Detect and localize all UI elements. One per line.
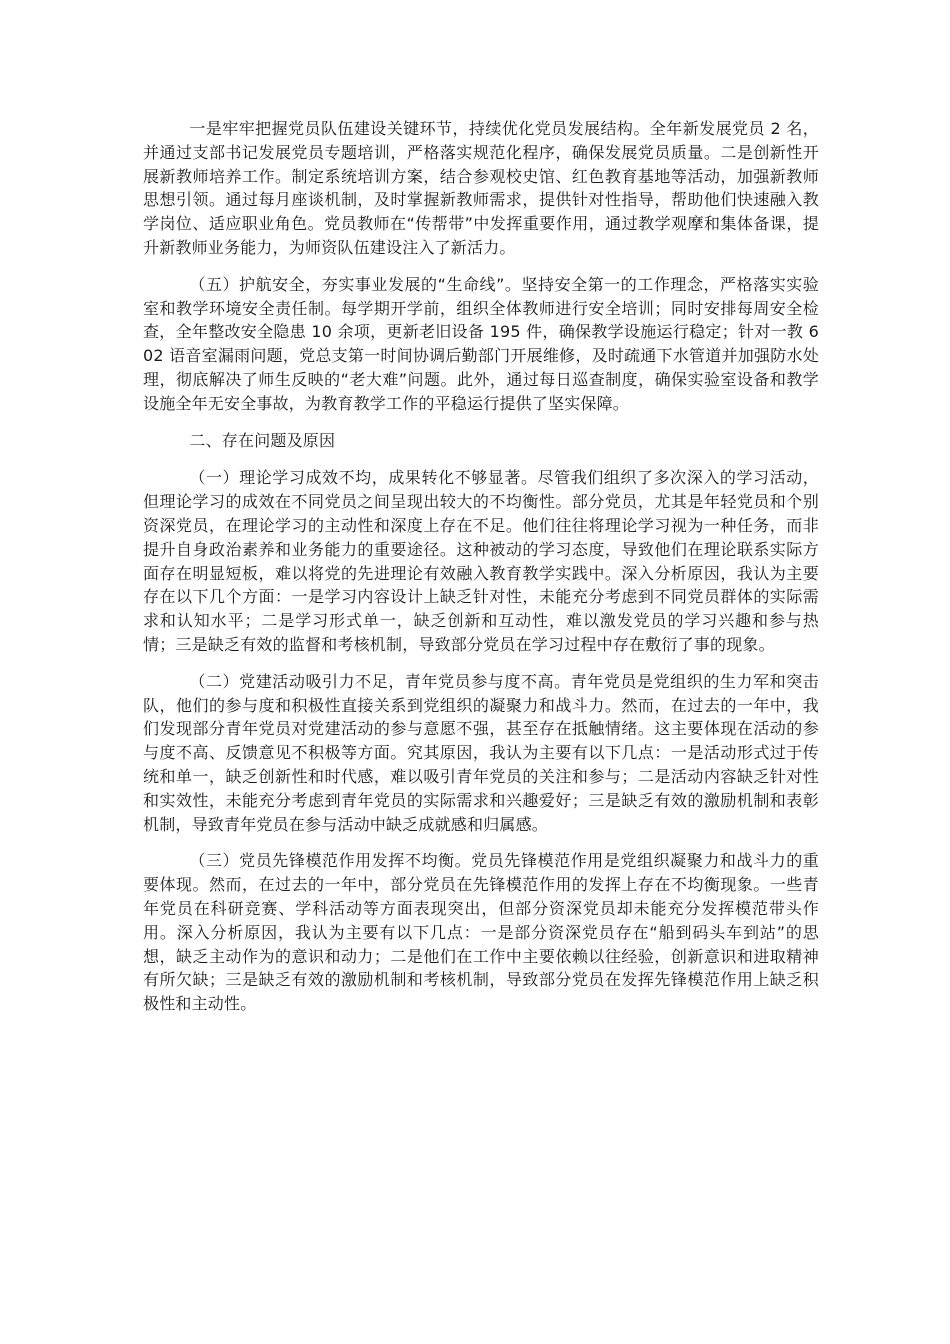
document-page: [143, 117, 819, 1029]
paragraph-vanguard-role: （三）党员先锋模范作用发挥不均衡。党员先锋模范作用是党组织凝聚力和战斗力的重要体现。然而，在过去的一年中，部分党员在先锋模范作用的发挥上存在不均衡现象。一些青年党员在科研竞赛、学科活动等方面表现突出，但部分资深党员却未能充分发挥模范带头作用。深入分析原因，我认为主要有以下几点：一是部分资深党员存在“船到码头车到站”的思想，缺乏主动作为的意识和动力；二是他们在工作中主要依赖以往经验，创新意识和进取精神有所欠缺；三是缺乏有效的激励机制和考核机制，导致部分党员在发挥先锋模范作用上缺乏积极性和主动性。: [143, 851, 819, 1014]
paragraph-safety: （五）护航安全，夯实事业发展的“生命线”。坚持安全第一的工作理念，严格落实实验室和教学环境安全责任制。每学期开学前，组织全体教师进行安全培训；同时安排每周安全检查，全年整改安全隐患 10 余项，更新老旧设备 195 件，确保教学设施运行稳定；针对一教 602 语音室漏雨问题，党总支第一时间协调后勤部门开展维修，及时疏通下水管道并加强防水处理，彻底解决了师生反映的“老大难”问题。此外，通过每日巡查制度，确保实验室设备和教学设施全年无安全事故，为教育教学工作的平稳运行提供了坚实保障。: [143, 274, 819, 413]
paragraph-theory-study: （一）理论学习成效不均，成果转化不够显著。尽管我们组织了多次深入的学习活动，但理论学习的成效在不同党员之间呈现出较大的不均衡性。部分党员，尤其是年轻党员和个别资深党员，在理论学习的主动性和深度上存在不足。他们往往将理论学习视为一种任务，而非提升自身政治素养和业务能力的重要途径。这种被动的学习态度，导致他们在理论联系实际方面存在明显短板，难以将党的先进理论有效融入教育教学实践中。深入分析原因，我认为主要存在以下几个方面：一是学习内容设计上缺乏针对性，未能充分考虑到不同党员群体的实际需求和认知水平；二是学习形式单一，缺乏创新和互动性，难以激发党员的学习兴趣和参与热情；三是缺乏有效的监督和考核机制，导致部分党员在学习过程中存在敷衍了事的现象。: [143, 468, 819, 654]
paragraph-party-activities: （二）党建活动吸引力不足，青年党员参与度不高。青年党员是党组织的生力军和突击队，他们的参与度和积极性直接关系到党组织的凝聚力和战斗力。然而，在过去的一年中，我们发现部分青年党员对党建活动的参与意愿不强，甚至存在抵触情绪。这主要体现在活动的参与度不高、反馈意见不积极等方面。究其原因，我认为主要有以下几点：一是活动形式过于传统和单一，缺乏创新性和时代感，难以吸引青年党员的关注和参与；二是活动内容缺乏针对性和实效性，未能充分考虑到青年党员的实际需求和兴趣爱好；三是缺乏有效的激励机制和表彰机制，导致青年党员在参与活动中缺乏成就感和归属感。: [143, 671, 819, 834]
paragraph-party-member-development: 一是牢牢把握党员队伍建设关键环节，持续优化党员发展结构。全年新发展党员 2 名，并通过支部书记发展党员专题培训，严格落实规范化程序，确保发展党员质量。二是创新性开展新教师培养工作。制定系统培训方案，结合参观校史馆、红色教育基地等活动，加强新教师思想引领。通过每月座谈机制，及时掌握新教师需求，提供针对性指导，帮助他们快速融入教学岗位、适应职业角色。党员教师在“传帮带”中发挥重要作用，通过教学观摩和集体备课，提升新教师业务能力，为师资队伍建设注入了新活力。: [143, 119, 819, 257]
section-heading-problems: 二、存在问题及原因: [189, 430, 336, 450]
